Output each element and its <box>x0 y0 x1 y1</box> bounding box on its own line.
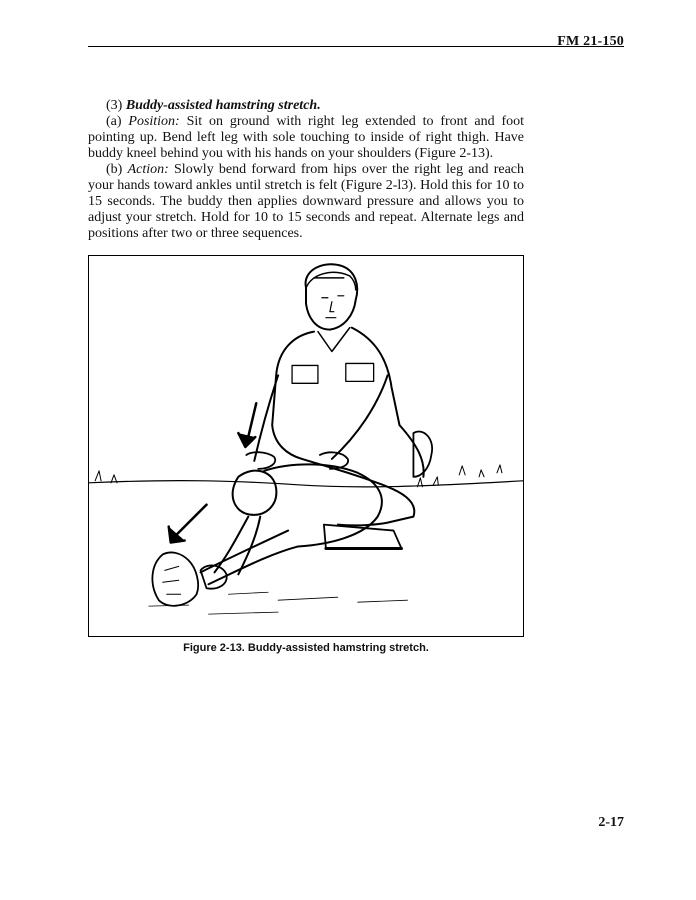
buddy-head <box>306 264 358 329</box>
stretching-figure <box>152 464 381 605</box>
stretcher-head <box>233 471 277 515</box>
buddy-pockets <box>292 363 374 383</box>
action-term: Action: <box>127 162 169 177</box>
position-paragraph <box>88 114 524 162</box>
section-heading <box>88 98 524 114</box>
stretcher-foot <box>152 552 198 605</box>
down-arrow-icon <box>238 403 256 447</box>
header-rule <box>88 46 624 47</box>
buddy-collar <box>318 328 350 352</box>
stretcher-leg <box>201 531 298 585</box>
body-text <box>88 98 524 242</box>
stretcher-sole-lines <box>163 566 181 594</box>
position-term: Position: <box>128 114 180 129</box>
section-number: (3) <box>106 98 123 113</box>
buddy-hair <box>306 272 356 289</box>
section-title: Buddy-assisted hamstring stretch. <box>125 98 321 113</box>
buddy-figure <box>246 264 432 548</box>
ground-line <box>89 481 523 487</box>
buddy-arms <box>254 375 387 461</box>
grass-tufts <box>95 465 502 487</box>
action-label: (b) <box>106 162 123 177</box>
figure-caption: Figure 2-13. Buddy-assisted hamstring stretch. <box>183 642 429 654</box>
diagonal-arrow-icon <box>169 505 207 543</box>
position-text: Sit on ground with right leg extended to front and foot pointing up. Bend left leg with sole touching to inside of right thigh. Have buddy kneel behind you with his hands on your shoulders (Figure 2-13). <box>88 114 525 161</box>
page-number: 2-17 <box>598 815 624 830</box>
stretcher-arm <box>214 517 260 575</box>
buddy-face <box>322 296 344 318</box>
running-head: FM 21-150 <box>557 34 624 49</box>
hamstring-stretch-illustration <box>89 256 523 636</box>
figure-frame <box>88 255 524 637</box>
action-paragraph <box>88 162 524 242</box>
position-label: (a) <box>106 114 122 129</box>
action-text: Slowly bend forward from hips over the right leg and reach your hands toward ankles until stretch is felt (Figure 2-l3). Hold this for 10 to 15 seconds. The buddy then applies downward pressure and allows you to adjust your stretch. Hold for 10 to 15 seconds and repeat. Alternate legs and positions after two or three sequences. <box>88 162 525 241</box>
